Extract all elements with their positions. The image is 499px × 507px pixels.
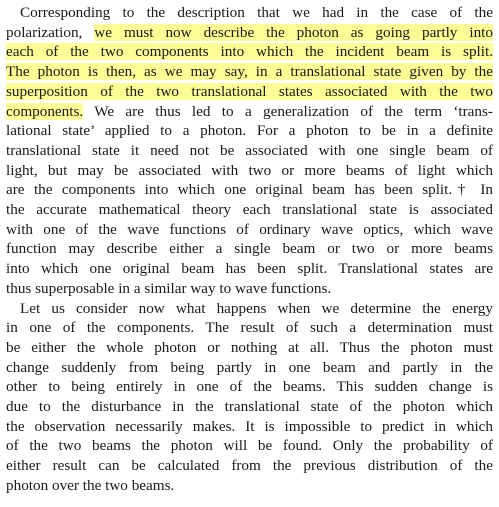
text-segment: lational state’ applied to a photon. For a photon to be in a definite: [6, 122, 493, 140]
text-line: [6, 142, 493, 160]
text-line: [6, 339, 493, 357]
text-line: [6, 437, 493, 455]
highlighted-text: each of the two components into which the incident beam is split.: [6, 43, 493, 61]
text-segment: due to the disturbance in the translational state of the photon which: [6, 398, 493, 415]
text-line: [6, 418, 493, 436]
text-segment: function may describe either a single beam or two or more beams: [6, 240, 493, 258]
text-segment: the accurate mathematical theory each translational state is associated: [6, 201, 493, 218]
text-line: [6, 378, 493, 396]
highlighted-text: components.: [6, 102, 84, 120]
text-line: [6, 122, 493, 140]
text-segment: Corresponding to the description that we had in the case of the: [20, 4, 493, 21]
text-line: [6, 221, 493, 239]
highlighted-text: we must now describe the photon as going partly into: [94, 23, 493, 41]
text-line: [6, 398, 493, 416]
text-segment: polarization,: [6, 23, 95, 41]
highlighted-text: The photon is then, as we may say, in a translational state given by the: [6, 63, 493, 81]
text-line: [6, 477, 493, 495]
text-segment: be either the whole photon or nothing at all. Thus the photon must: [6, 338, 493, 356]
text-segment: the observation necessarily makes. It is impossible to predict in which: [6, 417, 493, 435]
text-line: [6, 103, 493, 121]
text-segment: photon over the two beams.: [6, 476, 175, 494]
text-segment: change suddenly from being partly in one beam and partly in the: [6, 358, 493, 376]
text-line: [6, 83, 493, 101]
text-line: [6, 181, 493, 199]
text-segment: with one of the wave functions of ordinary wave optics, which wave: [6, 220, 493, 238]
text-line: [6, 240, 493, 258]
text-line: [6, 162, 493, 180]
text-line: [6, 63, 493, 81]
text-line: [6, 260, 493, 278]
text-segment: are the components into which one original beam has been split.† In: [6, 181, 493, 199]
text-line: [6, 43, 493, 61]
text-segment: Let us consider now what happens when we determine the energy: [20, 299, 493, 317]
text-line: [6, 201, 493, 219]
text-segment: translational state it need not be associated with one single beam of: [6, 141, 493, 159]
text-segment: into which one original beam has been split. Translational states are: [6, 260, 493, 278]
text-line: [6, 319, 493, 337]
text-segment: other to being entirely in one of the beams. This sudden change is: [6, 378, 493, 396]
text-segment: either result can be calculated from the previous distribution of the: [6, 457, 493, 475]
text-segment: light, but may be associated with two or more beams of light which: [6, 161, 493, 179]
text-line: [6, 24, 493, 42]
text-line: [6, 280, 493, 298]
text-line: [20, 300, 493, 318]
text-segment: of the two beams the photon will be found. Only the probability of: [6, 437, 493, 455]
text-segment: in one of the components. The result of such a determination must: [6, 319, 493, 337]
text-line: [6, 457, 493, 475]
highlighted-text: superposition of the two translational states associated with the two: [6, 82, 493, 100]
text-line: [20, 4, 493, 22]
text-segment: We are thus led to a generalization of the term ‘trans-: [83, 102, 493, 120]
text-line: [6, 359, 493, 377]
text-segment: thus superposable in a similar way to wave functions.: [6, 279, 332, 297]
